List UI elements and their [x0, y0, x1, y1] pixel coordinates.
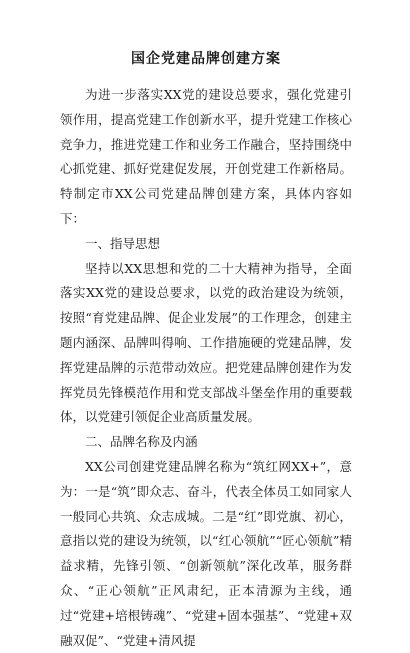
- section-heading-brand-name: 二、品牌名称及内涵: [85, 434, 198, 450]
- intro-paragraph: 为进一步落实XX党的建设总要求，强化党建引领作用，提高党建工作创新水平，提升党建工作核心竞争力，推进党建工作和业务工作融合，坚持围绕中心抓党建、抓好党建促发展，开创党建工作新格局。特制定市XX公司党建品牌创建方案，具体内容如下：: [60, 87, 352, 226]
- guiding-ideology-paragraph: 坚持以XX思想和党的二十大精神为指导，全面落实XX党的建设总要求，以党的政治建设为统领，按照“育党建品牌、促企业发展”的工作理念，创建主题内涵深、品牌叫得响、工作措施硬的党建品牌，发挥党建品牌的示范带动效应。把党建品牌创建作为发挥党员先锋模范作用和党支部战斗堡垒作用的重要载体，以党建引领促企业高质量发展。: [60, 260, 352, 425]
- brand-name-paragraph: XX公司创建党建品牌名称为“筑红网XX+”，意为：一是“筑”即众志、奋斗，代表全体员工如同家人一般同心共筑、众志成城。二是“红”即党旗、初心，意指以党的建设为统领，以“红心领航”“匠心领航”精益求精，先锋引领、“创新领航”深化改革，服务群众、“正心领航”正风肃纪，正本清源为主线，通过“党建+培根铸魂”、“党建+固本强基”、“党建+双融双促”、“党建+清风提: [60, 458, 352, 648]
- section-heading-guiding-ideology: 一、指导思想: [85, 235, 161, 251]
- document-title: 国企党建品牌创建方案: [131, 51, 281, 67]
